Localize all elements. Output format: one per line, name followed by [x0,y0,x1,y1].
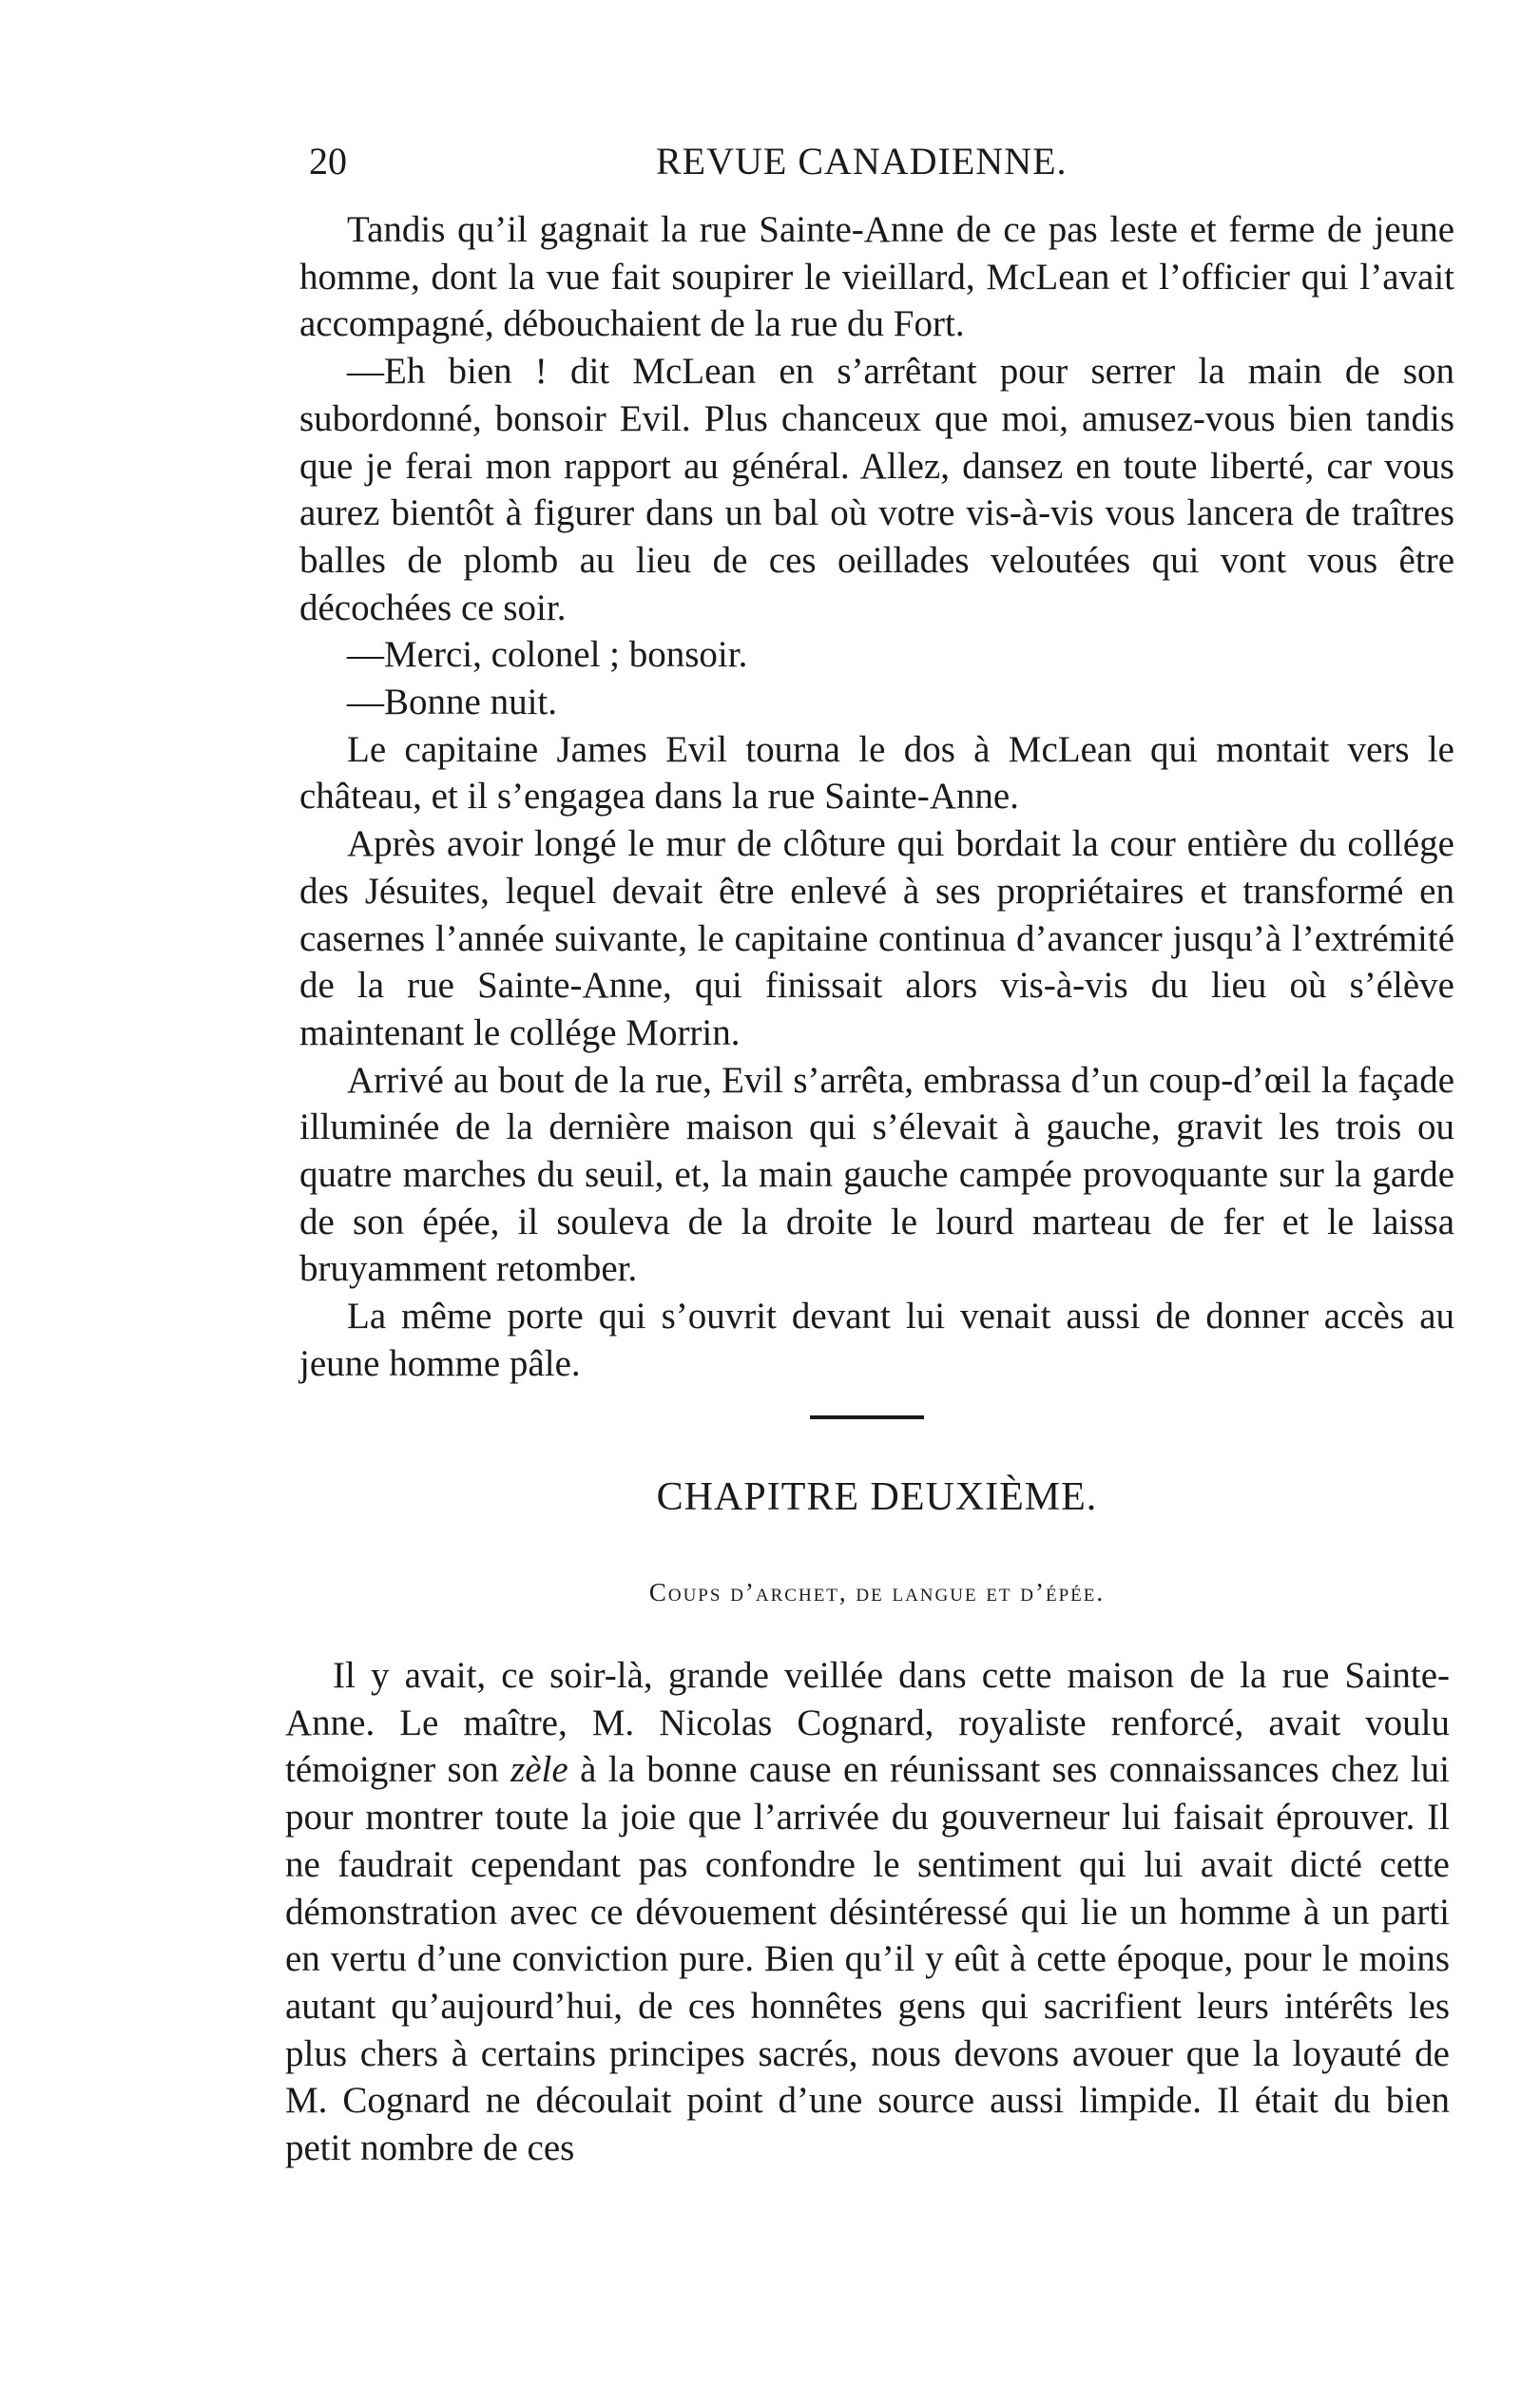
body-text-section-2 [285,1652,1450,2172]
section-separator-rule [810,1415,924,1419]
running-title: REVUE CANADIENNE. [656,140,1068,183]
chapter-title: CHAPITRE DEUXIÈME. [656,1475,1098,1519]
paragraph [285,1652,1450,2172]
paragraph: Tandis qu’il gagnait la rue Sainte-Anne de ce pas leste et ferme de jeune homme, dont la vue fait soupirer le vieillard, McLean et l’officier qui l’avait accompagné, débouchaient de la rue du Fort. [299,209,1454,345]
paragraph: Après avoir longé le mur de clôture qui bordait la cour entière du collége des Jésuites, lequel devait être enlevé à ses propriétaires et transformé en casernes l’année suivante, le capitaine continua d’avancer jusqu’à l’extrémité de la rue Sainte-Anne, qui finissait alors vis-à-vis du lieu où s’élève maintenant le collége Morrin. [299,823,1454,1053]
paragraph: —Eh bien ! dit McLean en s’arrêtant pour serrer la main de son subordonné, bonsoir Evil. Plus chanceux que moi, amusez-vous bien tandis que je ferai mon rapport au général. Allez, dansez en toute liberté, car vous aurez bientôt à figurer dans un bal où votre vis-à-vis vous lancera de traîtres balles de plomb au lieu de ces oeillades veloutées qui vont vous être décochées ce soir. [299,351,1454,628]
paragraph: —Bonne nuit. [347,682,557,723]
page-number: 20 [309,140,347,183]
paragraph: —Merci, colonel ; bonsoir. [347,634,748,676]
paragraph-text: à la bonne cause en réunissant ses connaissances chez lui pour montrer toute la joie que l’arrivée du gouverneur lui faisait éprouver. Il ne faudrait cependant pas confondre le sentiment qui lui avait dicté cette démonstration avec ce dévouement désintéressé qui lie un homme à un parti en vertu d’une conviction pure. Bien qu’il y eût à cette époque, pour le moins autant qu’aujourd’hui, de ces honnêtes gens qui sacrifient leurs intérêts les plus chers à certains principes sacrés, nous devons avouer que la loyauté de M. Cognard ne découlait point d’une source aussi limpide. Il était du bien petit nombre de ces [285,1749,1451,2169]
chapter-subtitle: Coups d’archet, de langue et d’épée. [648,1578,1106,1607]
page-header [309,133,1431,190]
paragraph: Arrivé au bout de la rue, Evil s’arrêta, embrassa d’un coup-d’œil la façade illuminée de la dernière maison qui s’élevait à gauche, gravit les trois ou quatre marches du seuil, et, la main gauche campée provoquante sur la garde de son épée, il souleva de la droite le lourd marteau de fer et le laissa bruyamment retomber. [299,1059,1454,1290]
paragraph: Le capitaine James Evil tourna le dos à McLean qui montait vers le château, et il s’engagea dans la rue Sainte-Anne. [299,728,1454,818]
paragraph-text: Il y avait, ce soir-là, grande veillée dans cette maison de la rue Sainte-Anne. Le maître, M. Nicolas Cognard, royaliste renforcé, avait voulu témoigner son [285,1655,1450,1791]
body-text-section-1 [299,206,1454,1388]
paragraph: La même porte qui s’ouvrit devant lui venait aussi de donner accès au jeune homme pâle. [299,1296,1454,1384]
italic-word: zèle [510,1749,568,1791]
